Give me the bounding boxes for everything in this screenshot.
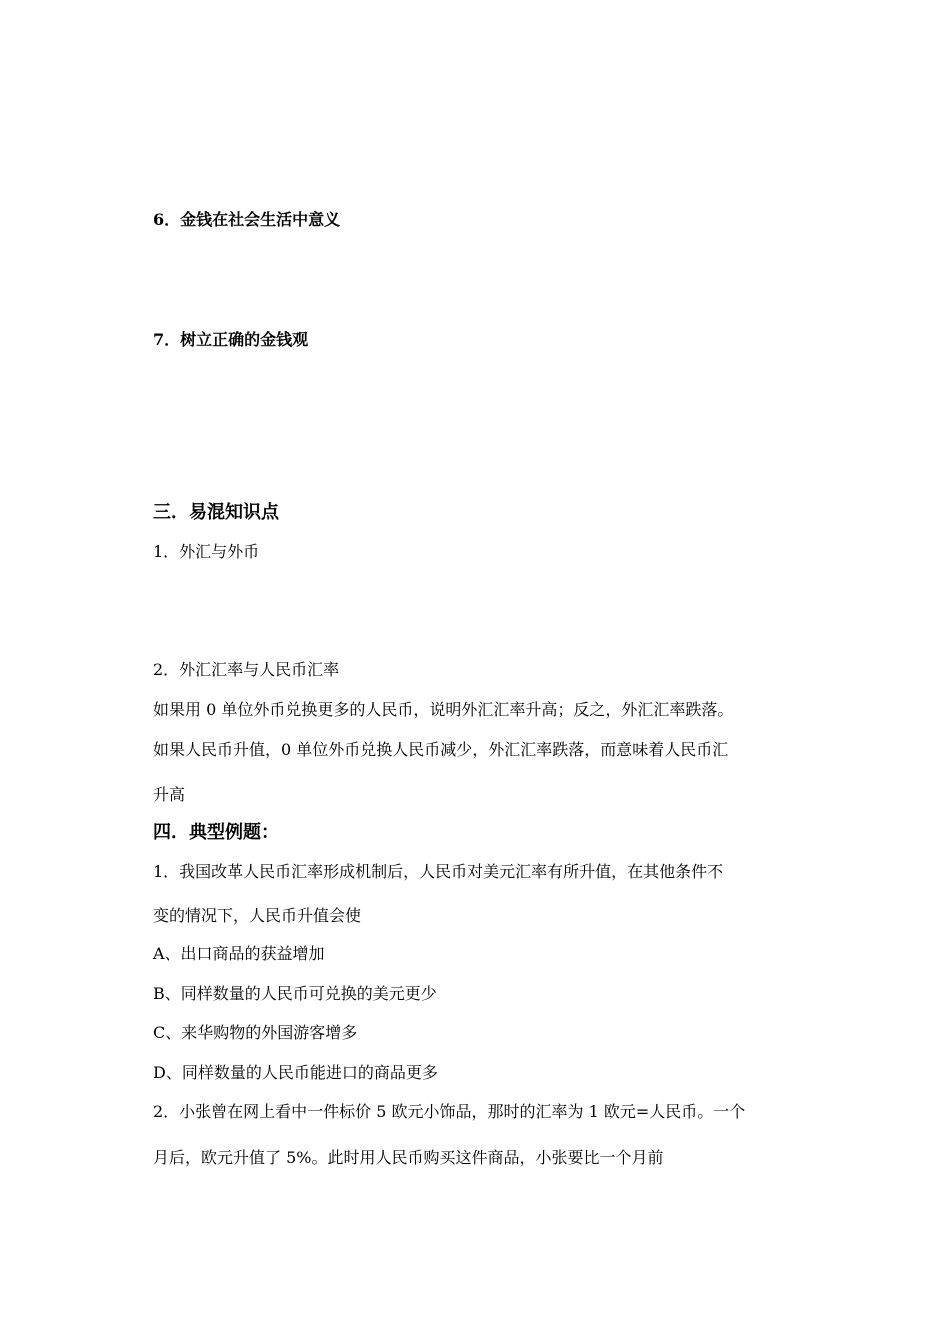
option-a: A、出口商品的获益增加 (153, 944, 325, 963)
paragraph-line-3: 升高 (153, 785, 186, 804)
section-four-heading: 四．典型例题： (153, 822, 279, 843)
item-6-heading: 6．金钱在社会生活中意义 (153, 210, 341, 229)
option-b: B、同样数量的人民币可兑换的美元更少 (153, 984, 437, 1003)
item-7-heading: 7．树立正确的金钱观 (153, 330, 309, 349)
question-2-line-1: 2．小张曾在网上看中一件标价 5 欧元小饰品，那时的汇率为 1 欧元=人民币。一个 (153, 1102, 746, 1121)
paragraph-line-1: 如果用 0 单位外币兑换更多的人民币，说明外汇汇率升高；反之，外汇汇率跌落。 (153, 700, 734, 719)
question-1-line-2: 变的情况下，人民币升值会使 (153, 906, 362, 925)
section-three-item-1: 1．外汇与外币 (153, 542, 260, 561)
section-three-heading: 三．易混知识点 (153, 502, 279, 523)
paragraph-line-2: 如果人民币升值，0 单位外币兑换人民币减少，外汇汇率跌落，而意味着人民币汇 (153, 740, 729, 759)
option-c: C、来华购物的外国游客增多 (153, 1023, 358, 1042)
question-1-line-1: 1．我国改革人民币汇率形成机制后，人民币对美元汇率有所升值，在其他条件不 (153, 862, 724, 881)
question-2-line-2: 月后，欧元升值了 5%。此时用人民币购买这件商品，小张要比一个月前 (153, 1148, 664, 1167)
option-d: D、同样数量的人民币能进口的商品更多 (153, 1063, 438, 1082)
section-three-item-2: 2．外汇汇率与人民币汇率 (153, 660, 340, 679)
